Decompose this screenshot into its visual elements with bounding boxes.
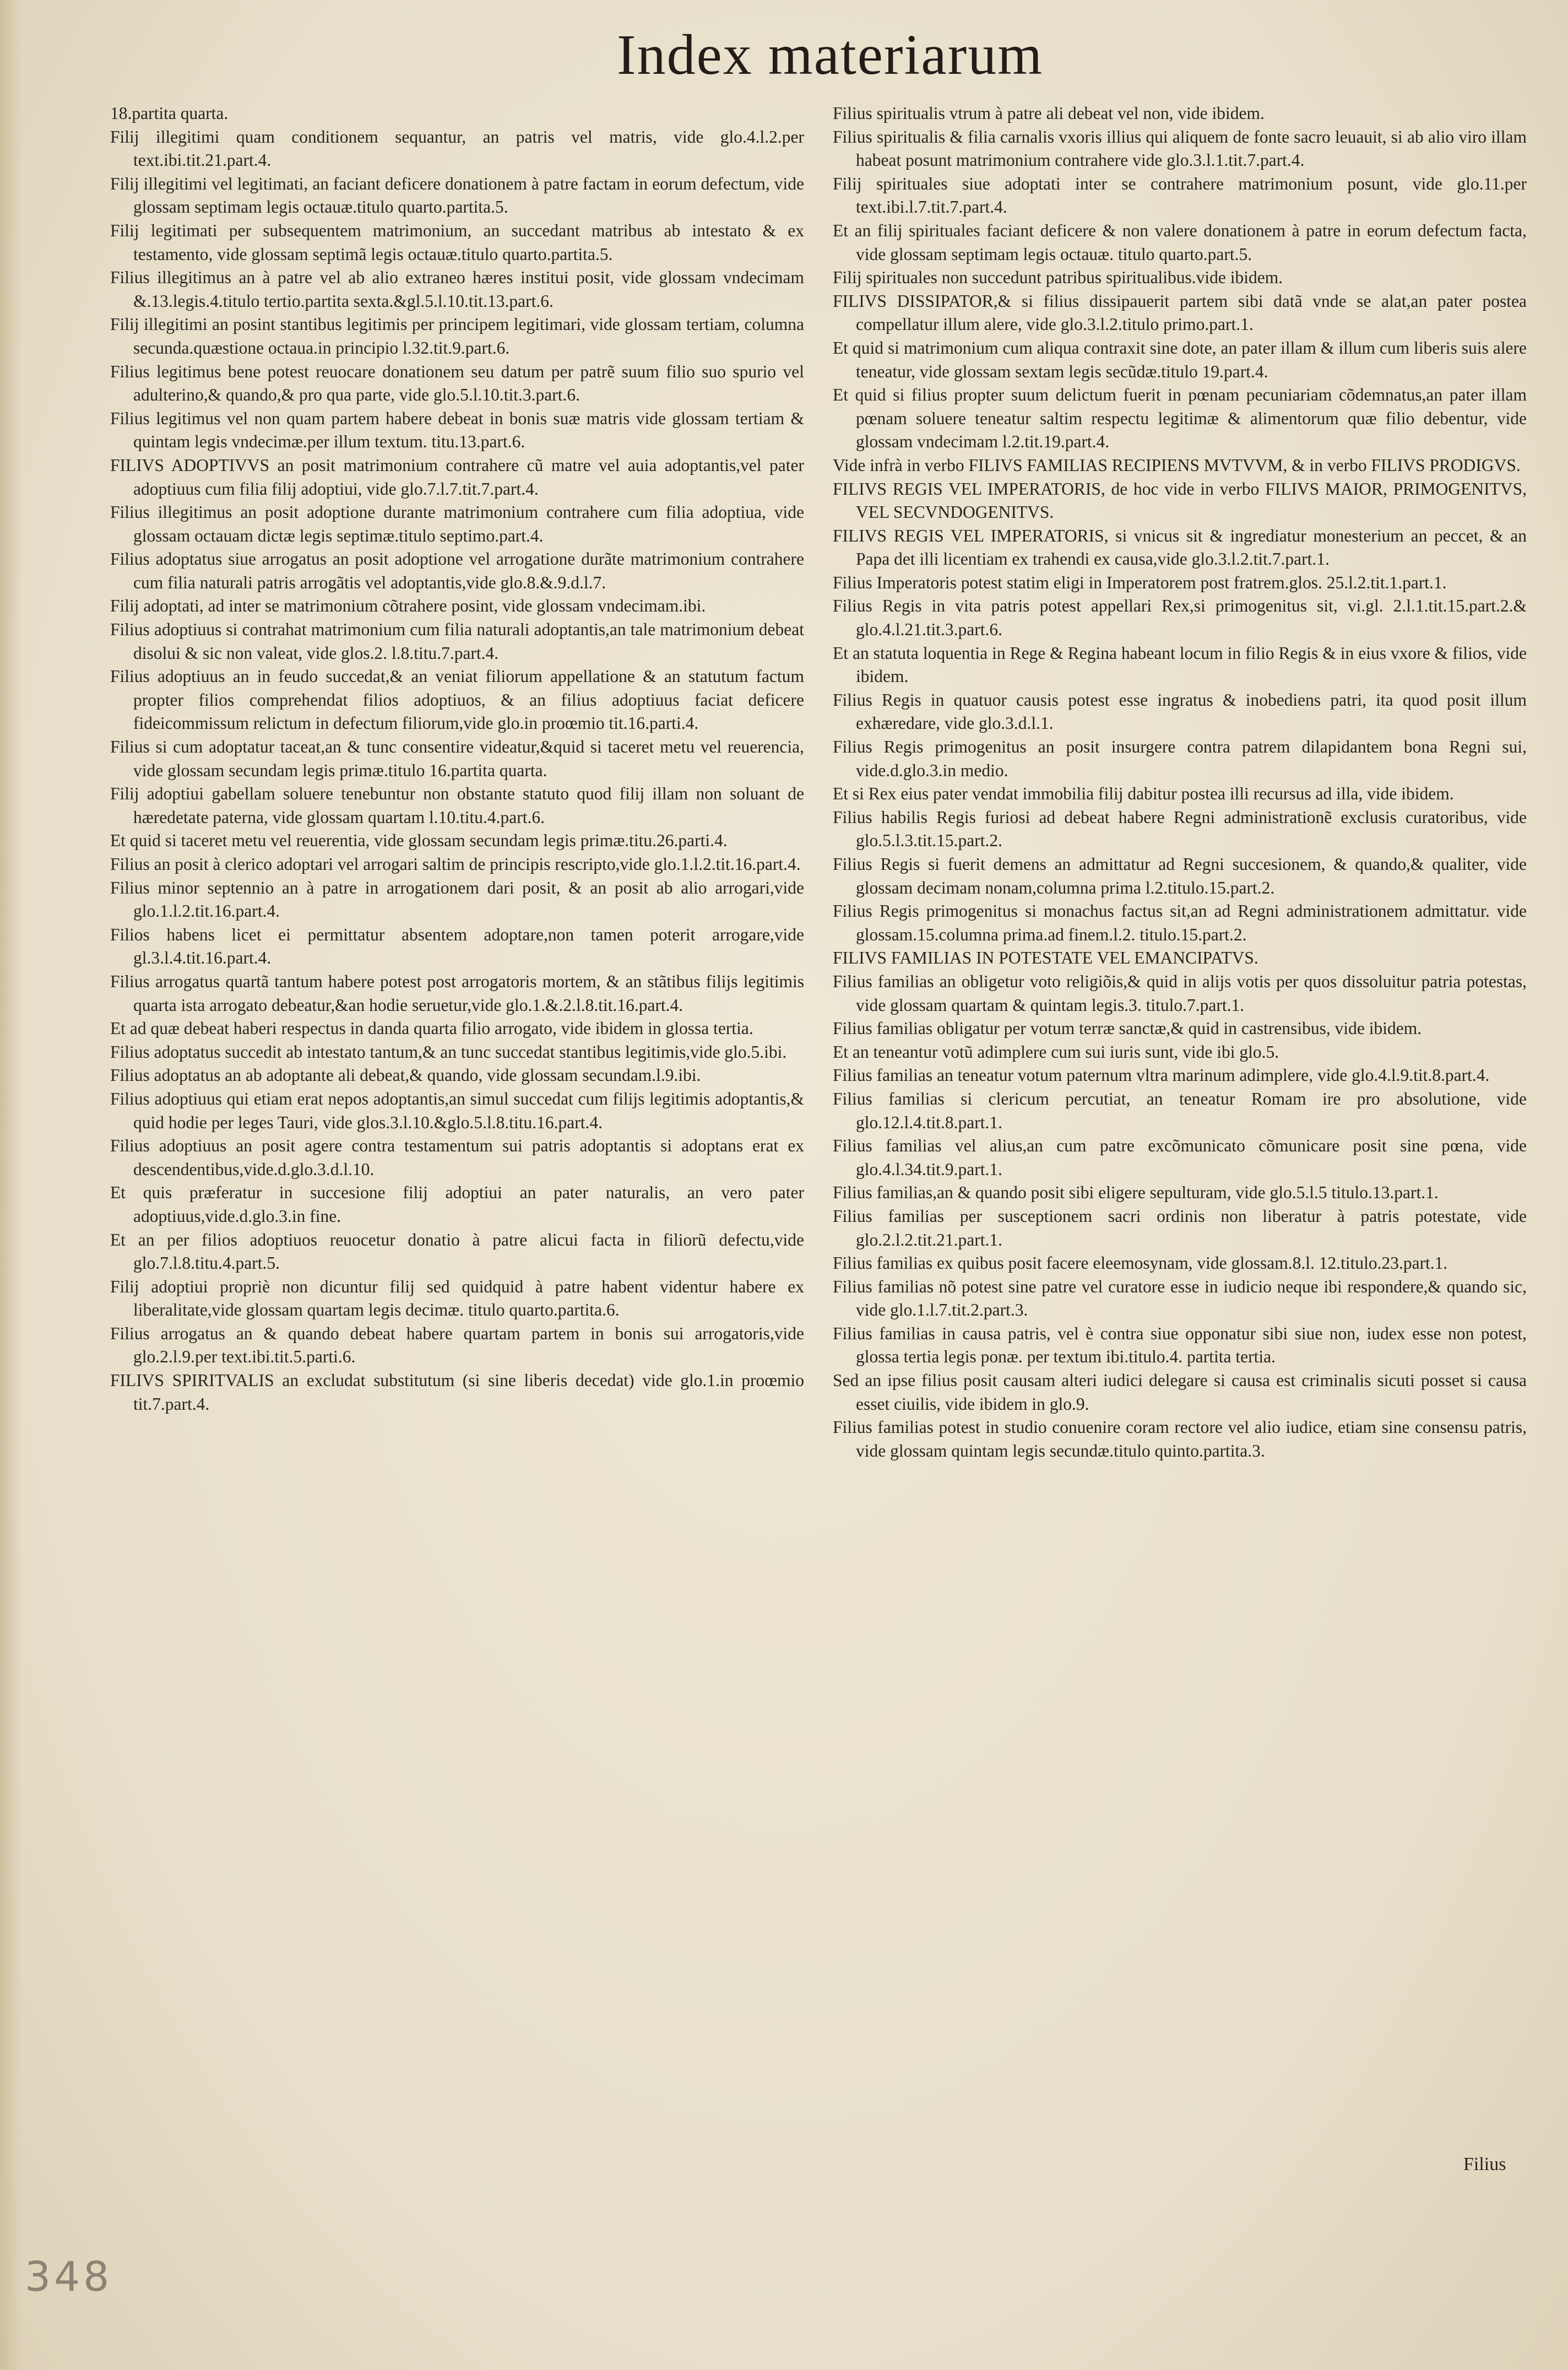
index-entry: Filius familias si clericum percutiat, an teneatur Romam ire pro absolutione, vide glo.12.l.4.tit.8.part.1.: [833, 1089, 1527, 1132]
index-entry: Filius familias an teneatur votum paternum vltra marinum adimplere, vide glo.4.l.9.tit.8.part.4.: [833, 1065, 1490, 1085]
index-entry: Et an teneantur votũ adimplere cum sui iuris sunt, vide ibi glo.5.: [833, 1042, 1279, 1062]
index-entry: Filius legitimus bene potest reuocare donationem seu datum per patrẽ suum filio suo spurio vel adulterino,& quando,& pro qua parte, vide glo.5.l.10.tit.3.part.6.: [110, 361, 804, 405]
index-entry: Filius adoptatus succedit ab intestato tantum,& an tunc succedat stantibus legitimis,vide glo.5.ibi.: [110, 1042, 787, 1062]
index-entry: Filij illegitimi quam conditionem sequantur, an patris vel matris, vide glo.4.l.2.per text.ibi.tit.21.part.4.: [110, 127, 804, 170]
index-entry: Filij legitimati per subsequentem matrimonium, an succedant matribus ab intestato & ex testamento, vide glossam septimã legis octauæ.titulo quarto.partita.5.: [110, 220, 804, 264]
index-entry: Filius illegitimus an à patre vel ab alio extraneo hæres institui posit, vide glossam vndecimam &.13.legis.4.titulo tertio.partita sexta.&gl.5.l.10.tit.13.part.6.: [110, 268, 804, 311]
index-entry: Filius Regis in quatuor causis potest esse ingratus & inobediens patri, ita quod posit illum exhæredare, vide glo.3.d.l.1.: [833, 690, 1527, 733]
index-entry: Filij adoptiui propriè non dicuntur filij sed quidquid à patre habent videntur habere ex liberalitate,vide glossam quartam legis decimæ. titulo quarto.partita.6.: [110, 1276, 804, 1320]
index-entry: Filius adoptatus siue arrogatus an posit adoptione vel arrogatione durãte matrimonium contrahere cum filia naturali patris arrogãtis vel adoptantis,vide glo.8.&.9.d.l.7.: [110, 549, 804, 592]
index-entry: Filius adoptatus an ab adoptante ali debeat,& quando, vide glossam secundam.l.9.ibi.: [110, 1065, 701, 1085]
index-entry: Filius arrogatus an & quando debeat habere quartam partem in bonis sui arrogatoris,vide glo.2.l.9.per text.ibi.tit.5.parti.6.: [110, 1323, 804, 1367]
index-entry: Et an filij spirituales faciant deficere & non valere donationem à patre in eorum defectum facta, vide glossam septimam legis octauæ. titulo quarto.part.5.: [833, 220, 1527, 264]
index-entry: Filij illegitimi vel legitimati, an faciant deficere donationem à patre factam in eorum defectum, vide glossam septimam legis octauæ.titulo quarto.partita.5.: [110, 174, 804, 217]
index-entry: FILIVS SPIRITVALIS an excludat substitutum (si sine liberis decedat) vide glo.1.in proœmio tit.7.part.4.: [110, 1371, 804, 1414]
index-entry: Filius familias ex quibus posit facere eleemosynam, vide glossam.8.l. 12.titulo.23.part.1.: [833, 1253, 1448, 1273]
index-entry: Et quid si filius propter suum delictum fuerit in pœnam pecuniariam cõdemnatus,an pater illam pœnam soluere teneatur saltim respectu legitimæ & alimentorum quæ filio debentur, vide glossam vndecimam l.2.tit.19.part.4.: [833, 385, 1527, 452]
left-column: [110, 102, 804, 1416]
index-entry: FILIVS REGIS VEL IMPERATORIS, si vnicus sit & ingrediatur monesterium an peccet, & an Papa det illi licentiam ex trahendi ex causa,vide glo.3.l.2.tit.7.part.1.: [833, 526, 1527, 569]
index-entry: Filius familias nõ potest sine patre vel curatore esse in iudicio neque ibi respondere,& quando sic, vide glo.1.l.7.tit.2.part.3.: [833, 1276, 1527, 1320]
index-entry: Filius familias,an & quando posit sibi eligere sepulturam, vide glo.5.l.5 titulo.13.part.1.: [833, 1183, 1439, 1203]
index-entry: Et quid si taceret metu vel reuerentia, vide glossam secundam legis primæ.titu.26.parti.4.: [110, 831, 728, 851]
index-entry: Et si Rex eius pater vendat immobilia filij dabitur postea illi recursus ad illa, vide ibidem.: [833, 784, 1454, 804]
index-entry: Filius familias potest in studio conuenire coram rectore vel alio iudice, etiam sine consensu patris, vide glossam quintam legis secundæ.titulo quinto.partita.3.: [833, 1417, 1527, 1460]
index-entry: Filius minor septennio an à patre in arrogationem dari posit, & an posit ab alio arrogari,vide glo.1.l.2.tit.16.part.4.: [110, 878, 804, 921]
index-entry: Filius Regis primogenitus si monachus factus sit,an ad Regni administrationem admittatur. vide glossam.15.columna prima.ad finem.l.2. titulo.15.part.2.: [833, 901, 1527, 944]
index-entry: Et an statuta loquentia in Rege & Regina habeant locum in filio Regis & in eius vxore & filios, vide ibidem.: [833, 643, 1527, 686]
index-entry: Filius adoptiuus si contrahat matrimonium cum filia naturali adoptantis,an tale matrimonium debeat disolui & sic non valeat, vide glos.2. l.8.titu.7.part.4.: [110, 620, 804, 663]
catchword: Filius: [1463, 2154, 1506, 2174]
index-entry: Filij spirituales siue adoptati inter se contrahere matrimonium posunt, vide glo.11.per text.ibi.l.7.tit.7.part.4.: [833, 174, 1527, 217]
index-entry: Filius Imperatoris potest statim eligi in Imperatorem post fratrem.glos. 25.l.2.tit.1.part.1.: [833, 572, 1447, 592]
index-entry: Filij illegitimi an posint stantibus legitimis per principem legitimari, vide glossam tertiam, columna secunda.quæstione octaua.in principio l.32.tit.9.part.6.: [110, 315, 804, 358]
index-entry: Filius spiritualis & filia carnalis vxoris illius qui aliquem de fonte sacro leuauit, si ab alio viro illam habeat posunt matrimonium contrahere vide glo.3.l.1.tit.7.part.4.: [833, 127, 1527, 170]
index-entry: Filius Regis primogenitus an posit insurgere contra patrem dilapidantem bona Regni sui, vide.d.glo.3.in medio.: [833, 737, 1527, 780]
page-title: Index materiarum: [617, 23, 1044, 86]
index-entry: Filius Regis in vita patris potest appellari Rex,si primogenitus sit, vi.gl. 2.l.1.tit.15.part.2.& glo.4.l.21.tit.3.part.6.: [833, 596, 1527, 640]
index-entry: Et quid si matrimonium cum aliqua contraxit sine dote, an pater illam & illum cum liberis suis alere teneatur, vide glossam sextam legis secũdæ.titulo 19.part.4.: [833, 338, 1527, 381]
index-entry: Filij adoptati, ad inter se matrimonium cõtrahere posint, vide glossam vndecimam.ibi.: [110, 596, 706, 616]
index-entry: Filius familias vel alius,an cum patre excõmunicato cõmunicare posit sine pœna, vide glo.4.l.34.tit.9.part.1.: [833, 1136, 1527, 1179]
index-entry: Filius si cum adoptatur taceat,an & tunc consentire videatur,&quid si taceret metu vel reuerencia, vide glossam secundam legis primæ.titulo 16.partita quarta.: [110, 737, 804, 780]
index-entry: Et ad quæ debeat haberi respectus in danda quarta filio arrogato, vide ibidem in glossa tertia.: [110, 1019, 753, 1038]
index-entry: Filius legitimus vel non quam partem habere debeat in bonis suæ matris vide glossam tertiam & quintam legis vndecimæ.per illum textum. titu.13.part.6.: [110, 408, 804, 452]
index-entry: Filius familias per susceptionem sacri ordinis non liberatur à patris potestate, vide glo.2.l.2.tit.21.part.1.: [833, 1206, 1527, 1249]
index-entry: Filius Regis si fuerit demens an admittatur ad Regni succesionem, & quando,& qualiter, vide glossam decimam nonam,columna prima l.2.titulo.15.part.2.: [833, 854, 1527, 897]
index-entry: Filius spiritualis vtrum à patre ali debeat vel non, vide ibidem.: [833, 104, 1265, 123]
index-entry: Sed an ipse filius posit causam alteri iudici delegare si causa est criminalis sicuti posset si causa esset ciuilis, vide ibidem in glo.9.: [833, 1371, 1527, 1414]
index-entry: Filius adoptiuus qui etiam erat nepos adoptantis,an simul succedat cum filijs legitimis adoptantis,& quid hodie per leges Tauri, vide glos.3.l.10.&glo.5.l.8.titu.16.part.4.: [110, 1089, 804, 1132]
index-entry: FILIVS DISSIPATOR,& si filius dissipauerit partem sibi datã vnde se alat,an pater postea compellatur illum alere, vide glo.3.l.2.titulo primo.part.1.: [833, 291, 1527, 334]
right-column: [833, 102, 1527, 1463]
index-entry: Filius habilis Regis furiosi ad debeat habere Regni administrationẽ exclusis curatoribus, vide glo.5.l.3.tit.15.part.2.: [833, 807, 1527, 851]
index-entry: Filius adoptiuus an in feudo succedat,& an veniat filiorum appellatione & an statutum factum propter filios comprehendat filios adoptiuos, & an filius adoptiuus faciat deficere fideicommissum relictum in defectum filiorum,vide glo.in proœmio tit.16.parti.4.: [110, 667, 804, 733]
index-entry: FILIVS FAMILIAS IN POTESTATE VEL EMANCIPATVS.: [833, 948, 1258, 968]
index-entry: Filius familias an obligetur voto religiõis,& quid in alijs votis per quos dissoluitur patria potestas, vide glossam quartam & quintam legis.3. titulo.7.part.1.: [833, 971, 1527, 1015]
index-entry: Filius illegitimus an posit adoptione durante matrimonium contrahere cum filia adoptiua, vide glossam octauam dictæ legis septimæ.titulo septimo.part.4.: [110, 502, 804, 545]
index-entry: Filius familias in causa patris, vel è contra siue opponatur sibi siue non, iudex esse non potest, glossa tertia legis ponæ. per textum ibi.titulo.4. partita tertia.: [833, 1323, 1527, 1367]
index-entry: Et quis præferatur in succesione filij adoptiui an pater naturalis, an vero pater adoptiuus,vide.d.glo.3.in fine.: [110, 1183, 804, 1226]
index-entry: Vide infrà in verbo FILIVS FAMILIAS RECIPIENS MVTVVM, & in verbo FILIVS PRODIGVS.: [833, 455, 1521, 475]
index-entry: 18.partita quarta.: [110, 104, 229, 123]
index-entry: FILIVS ADOPTIVVS an posit matrimonium contrahere cũ matre vel auia adoptantis,vel pater adoptiuus cum filia filij adoptiui, vide glo.7.l.7.tit.7.part.4.: [110, 455, 804, 499]
index-entry: Filij adoptiui gabellam soluere tenebuntur non obstante statuto quod filij illam non soluant de hæredetate paterna, vide glossam quartam l.10.titu.4.part.6.: [110, 784, 804, 827]
index-entry: Filius arrogatus quartã tantum habere potest post arrogatoris mortem, & an stãtibus filijs legitimis quarta ista arrogato debeatur,&an hodie seruetur,vide glo.1.&.2.l.8.tit.16.part.4.: [110, 971, 804, 1015]
paper-edge-stain: [0, 0, 22, 2370]
index-entry: Filij spirituales non succedunt patribus spiritualibus.vide ibidem.: [833, 268, 1283, 288]
page-number: 348: [25, 2253, 113, 2301]
index-entry: Filius familias obligatur per votum terræ sanctæ,& quid in castrensibus, vide ibidem.: [833, 1019, 1422, 1038]
index-entry: Et an per filios adoptiuos reuocetur donatio à patre alicui facta in filiorũ defectu,vide glo.7.l.8.titu.4.part.5.: [110, 1230, 804, 1273]
index-entry: Filius an posit à clerico adoptari vel arrogari saltim de principis rescripto,vide glo.1.l.2.tit.16.part.4.: [110, 854, 801, 874]
index-entry: Filios habens licet ei permittatur absentem adoptare,non tamen poterit arrogare,vide gl.3.l.4.tit.16.part.4.: [110, 924, 804, 968]
index-entry: FILIVS REGIS VEL IMPERATORIS, de hoc vide in verbo FILIVS MAIOR, PRIMOGENITVS, VEL SECVNDOGENITVS.: [833, 479, 1527, 522]
index-entry: Filius adoptiuus an posit agere contra testamentum sui patris adoptantis si adoptans erat ex descendentibus,vide.d.glo.3.d.l.10.: [110, 1136, 804, 1179]
